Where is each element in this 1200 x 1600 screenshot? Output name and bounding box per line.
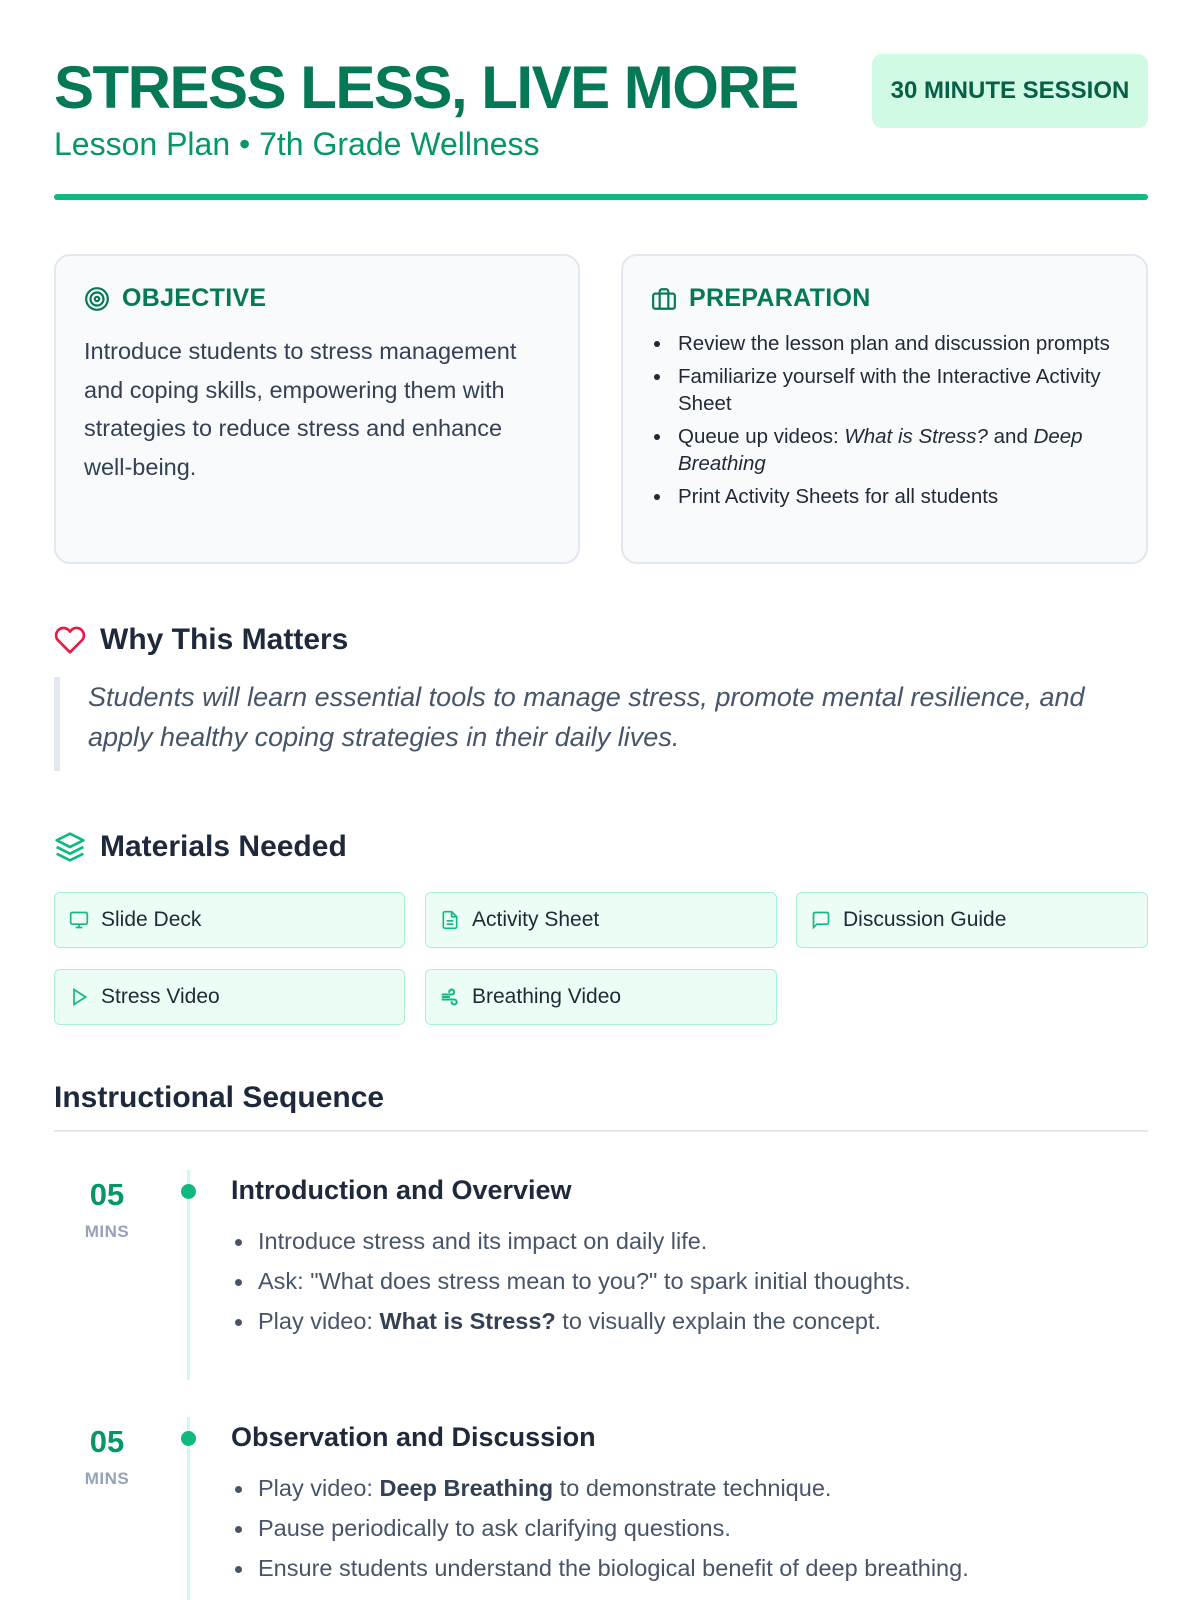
material-label: Stress Video (101, 985, 220, 1008)
step-bullet (231, 1301, 1131, 1341)
material-discussion-guide (796, 892, 1148, 948)
step-bullets (231, 1468, 1131, 1588)
video-title: What is Stress? (379, 1308, 556, 1334)
prep-item: Review the lesson plan and discussion prompts (651, 330, 1121, 357)
material-breathing-video (425, 969, 777, 1025)
material-stress-video (54, 969, 405, 1025)
timeline-dot (181, 1431, 196, 1446)
timeline-line (187, 1170, 190, 1380)
objective-header (84, 284, 266, 313)
materials-heading (54, 830, 347, 864)
prep-item: Familiarize yourself with the Interactive Activity Sheet (651, 363, 1121, 417)
prep-item: Print Activity Sheets for all students (651, 483, 1121, 510)
step-bullet: Pause periodically to ask clarifying questions. (231, 1508, 1131, 1548)
header-divider (54, 194, 1148, 200)
step-bullet: Ensure students understand the biological benefit of deep breathing. (231, 1548, 1131, 1588)
message-square-icon (811, 910, 831, 930)
step-title: Introduction and Overview (231, 1175, 572, 1205)
objective-card (54, 254, 580, 564)
why-heading (54, 623, 348, 657)
prep-item-text: Queue up videos: (678, 425, 845, 448)
why-quote (54, 677, 1148, 771)
sequence-divider (54, 1130, 1148, 1132)
session-duration-badge: 30 MINUTE SESSION (872, 54, 1148, 128)
preparation-list (651, 330, 1121, 516)
bullet-text: to demonstrate technique. (553, 1475, 832, 1501)
wind-icon (440, 987, 460, 1007)
material-slide-deck (54, 892, 405, 948)
step-minutes-label: MINS (84, 1469, 130, 1488)
step-bullet (231, 1468, 1131, 1508)
file-text-icon (440, 910, 460, 930)
layers-icon (54, 831, 86, 863)
material-label: Slide Deck (101, 908, 202, 931)
bullet-text: Play video: (258, 1475, 380, 1501)
step-minutes-label: MINS (84, 1222, 130, 1241)
step-bullet: Ask: "What does stress mean to you?" to spark initial thoughts. (231, 1261, 1131, 1301)
materials-heading-text: Materials Needed (100, 830, 347, 863)
heart-icon (54, 624, 86, 656)
video-title: What is Stress? (844, 425, 988, 448)
sequence-step (54, 1397, 1148, 1600)
why-heading-text: Why This Matters (100, 623, 349, 656)
objective-label: OBJECTIVE (122, 284, 267, 312)
step-bullets (231, 1221, 1131, 1341)
page-title: STRESS LESS, LIVE MORE (54, 54, 798, 121)
bullet-text: to visually explain the concept. (555, 1308, 882, 1334)
prep-item (651, 423, 1121, 477)
preparation-header (651, 284, 871, 313)
why-quote-text: Students will learn essential tools to manage stress, promote mental resilience, and apply healthy coping strategies in their daily lives. (88, 682, 1085, 752)
video-title: Deep Breathing (379, 1475, 554, 1501)
material-label: Discussion Guide (843, 908, 1007, 931)
objective-text: Introduce students to stress management and coping skills, empowering them with strategies to reduce stress and enhance well-being. (84, 338, 517, 480)
briefcase-icon (651, 286, 677, 312)
preparation-label: PREPARATION (689, 284, 871, 312)
sequence-step (54, 1150, 1148, 1380)
monitor-icon (69, 910, 89, 930)
play-icon (69, 987, 89, 1007)
step-minutes: 05 (89, 1177, 125, 1212)
step-minutes: 05 (89, 1424, 125, 1459)
step-title: Observation and Discussion (231, 1422, 596, 1452)
target-icon (84, 286, 110, 312)
bullet-text: Play video: (258, 1308, 380, 1334)
preparation-card (621, 254, 1148, 564)
step-bullet: Introduce stress and its impact on daily life. (231, 1221, 1131, 1261)
material-label: Activity Sheet (472, 908, 600, 931)
timeline-dot (181, 1184, 196, 1199)
sequence-heading: Instructional Sequence (54, 1081, 385, 1114)
lesson-plan-page (54, 0, 1148, 1600)
material-activity-sheet (425, 892, 777, 948)
video-title: Deep Breathing (678, 425, 1083, 475)
prep-item-text: and (987, 425, 1034, 448)
material-label: Breathing Video (472, 985, 622, 1008)
page-subtitle: Lesson Plan • 7th Grade Wellness (54, 126, 540, 162)
